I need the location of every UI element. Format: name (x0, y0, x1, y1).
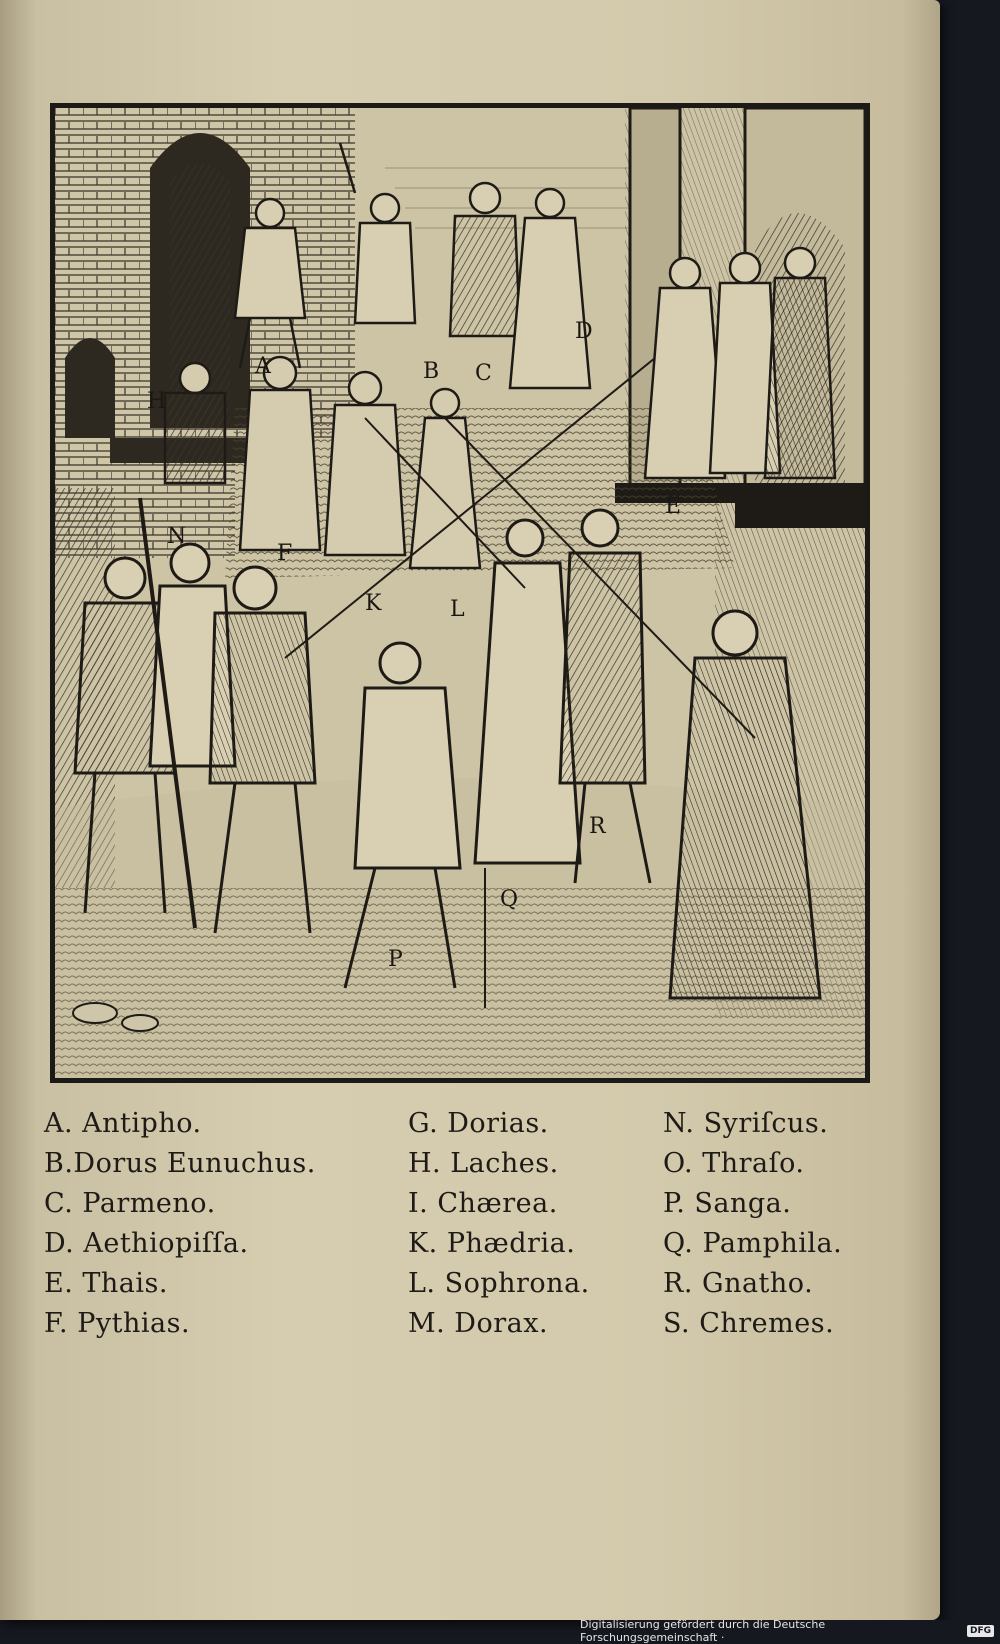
fig-label-r: R (589, 814, 606, 839)
woodcut-scene (55, 108, 865, 1078)
fig-label-l: L (450, 597, 465, 622)
legend-column-3 (629, 1108, 894, 1339)
legend-column-1 (44, 1108, 364, 1339)
legend-entry: N. Syriſcus. (663, 1108, 829, 1139)
legend-entry: P. Sanga. (663, 1188, 792, 1219)
fig-label-k: K (365, 591, 382, 616)
legend-entry: C. Parmeno. (44, 1188, 216, 1219)
dfg-logo-icon: DFG (967, 1625, 994, 1637)
fig-label-e: E (665, 494, 682, 519)
legend-entry: O. Thraſo. (663, 1148, 805, 1179)
character-legend (44, 1108, 894, 1339)
legend-entry: E. Thais. (44, 1268, 168, 1299)
digitization-footer (580, 1617, 1000, 1644)
fig-label-h: H (147, 389, 167, 414)
fig-label-a: A (255, 354, 271, 379)
legend-entry: B.Dorus Eunuchus. (44, 1148, 316, 1179)
fig-label-q: Q (500, 887, 519, 912)
legend-entry: F. Pythias. (44, 1308, 191, 1339)
fig-label-p: P (388, 947, 403, 972)
fig-label-n: N (167, 524, 187, 549)
legend-entry: I. Chærea. (408, 1188, 558, 1219)
legend-entry: L. Sophrona. (408, 1268, 590, 1299)
fig-label-d: D (575, 319, 593, 344)
legend-entry: K. Phædria. (408, 1228, 576, 1259)
legend-entry: G. Dorias. (408, 1108, 549, 1139)
legend-entry: H. Laches. (408, 1148, 559, 1179)
legend-entry: Q. Pamphila. (663, 1228, 843, 1259)
legend-entry: D. Aethiopiſſa. (44, 1228, 249, 1259)
legend-column-2 (364, 1108, 629, 1339)
legend-entry: R. Gnatho. (663, 1268, 814, 1299)
fig-label-f: F (277, 541, 293, 566)
footer-credit-text: Digitalisierung gefördert durch die Deutsche Forschungsgemeinschaft · (580, 1617, 826, 1644)
fig-label-c: C (475, 361, 492, 386)
legend-entry: M. Dorax. (408, 1308, 549, 1339)
woodcut-illustration (50, 103, 870, 1083)
legend-entry: A. Antipho. (44, 1108, 202, 1139)
legend-entry: S. Chremes. (663, 1308, 835, 1339)
fig-label-b: B (423, 359, 440, 384)
